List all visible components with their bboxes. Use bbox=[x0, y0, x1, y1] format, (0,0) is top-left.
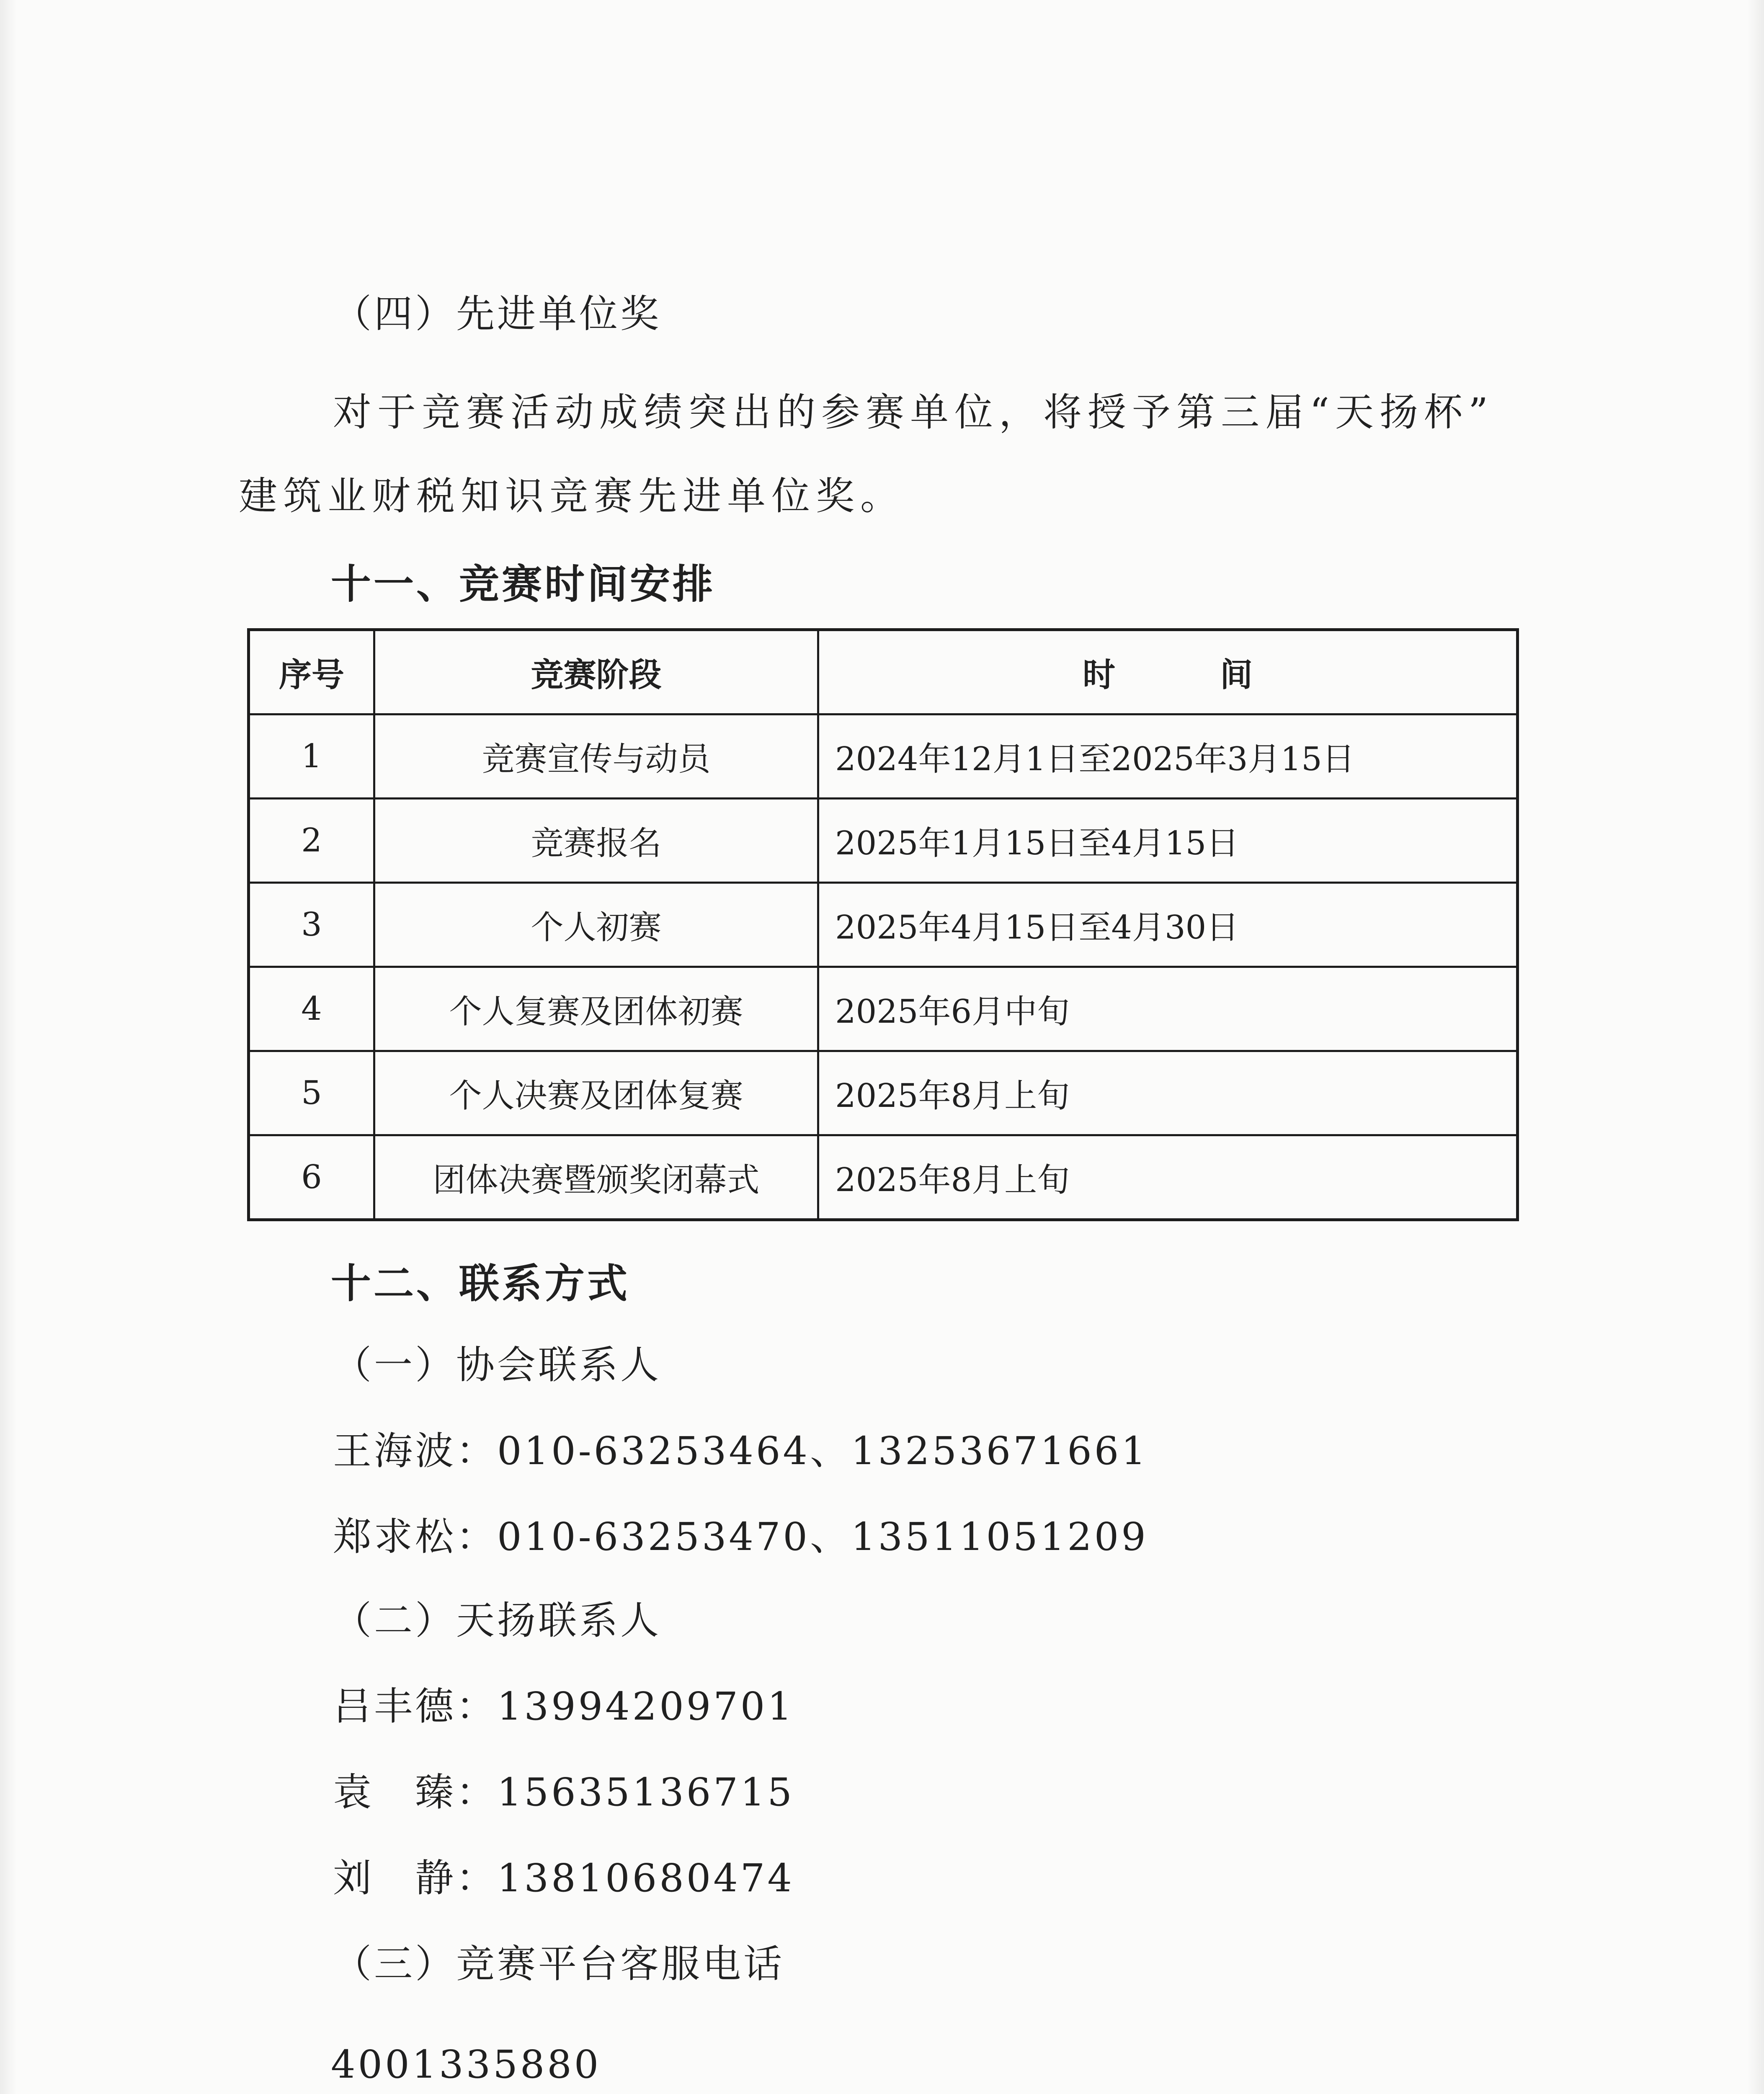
row-stage: 个人复赛及团体初赛 bbox=[374, 967, 818, 1051]
row-number: 5 bbox=[249, 1051, 374, 1135]
row-stage: 竞赛报名 bbox=[374, 799, 818, 883]
row-time: 2024年12月1日至2025年3月15日 bbox=[818, 714, 1518, 799]
row-stage: 个人决赛及团体复赛 bbox=[374, 1051, 818, 1135]
row-number: 1 bbox=[249, 714, 374, 799]
table-row bbox=[249, 1051, 1518, 1135]
page-edge-shadow-left bbox=[0, 0, 17, 2094]
section-four-body-line1: 对于竞赛活动成绩突出的参赛单位，将授予第三届“天扬杯” bbox=[333, 390, 1494, 435]
table-row bbox=[249, 883, 1518, 967]
row-number: 2 bbox=[249, 799, 374, 883]
contact-platform-heading: （三）竞赛平台客服电话 bbox=[333, 1942, 785, 1986]
header-number: 序号 bbox=[249, 630, 374, 714]
contact-tianyang-line3: 刘 静：13810680474 bbox=[333, 1856, 794, 1901]
header-time: 时间 bbox=[818, 630, 1518, 714]
row-time: 2025年1月15日至4月15日 bbox=[818, 799, 1518, 883]
contact-tianyang-line2: 袁 臻：15635136715 bbox=[333, 1770, 794, 1815]
contact-association-heading: （一）协会联系人 bbox=[333, 1343, 662, 1387]
section-eleven-heading: 十一、竞赛时间安排 bbox=[331, 561, 715, 608]
table-row bbox=[249, 967, 1518, 1051]
row-time: 2025年8月上旬 bbox=[818, 1051, 1518, 1135]
page-edge-shadow-right bbox=[1747, 0, 1764, 2094]
section-four-heading: （四）先进单位奖 bbox=[333, 291, 662, 336]
schedule-table-header-row bbox=[249, 630, 1518, 714]
table-row bbox=[249, 1135, 1518, 1220]
row-stage: 竞赛宣传与动员 bbox=[374, 714, 818, 799]
table-row bbox=[249, 714, 1518, 799]
contact-association-line1: 王海波：010-63253464、13253671661 bbox=[333, 1429, 1148, 1473]
contact-tianyang-heading: （二）天扬联系人 bbox=[333, 1598, 662, 1643]
section-twelve-heading: 十二、联系方式 bbox=[331, 1260, 630, 1307]
table-row bbox=[249, 799, 1518, 883]
row-stage: 个人初赛 bbox=[374, 883, 818, 967]
row-number: 3 bbox=[249, 883, 374, 967]
row-time: 2025年4月15日至4月30日 bbox=[818, 883, 1518, 967]
row-stage: 团体决赛暨颁奖闭幕式 bbox=[374, 1135, 818, 1220]
row-number: 4 bbox=[249, 967, 374, 1051]
section-four-body-line2: 建筑业财税知识竞赛先进单位奖。 bbox=[239, 474, 905, 518]
schedule-table bbox=[247, 628, 1519, 1221]
row-time: 2025年8月上旬 bbox=[818, 1135, 1518, 1220]
contact-platform-phone: 4001335880 bbox=[331, 2042, 601, 2087]
contact-association-line2: 郑求松：010-63253470、13511051209 bbox=[333, 1514, 1148, 1559]
header-stage: 竞赛阶段 bbox=[374, 630, 818, 714]
row-number: 6 bbox=[249, 1135, 374, 1220]
row-time: 2025年6月中旬 bbox=[818, 967, 1518, 1051]
contact-tianyang-line1: 吕丰德：13994209701 bbox=[333, 1684, 794, 1729]
